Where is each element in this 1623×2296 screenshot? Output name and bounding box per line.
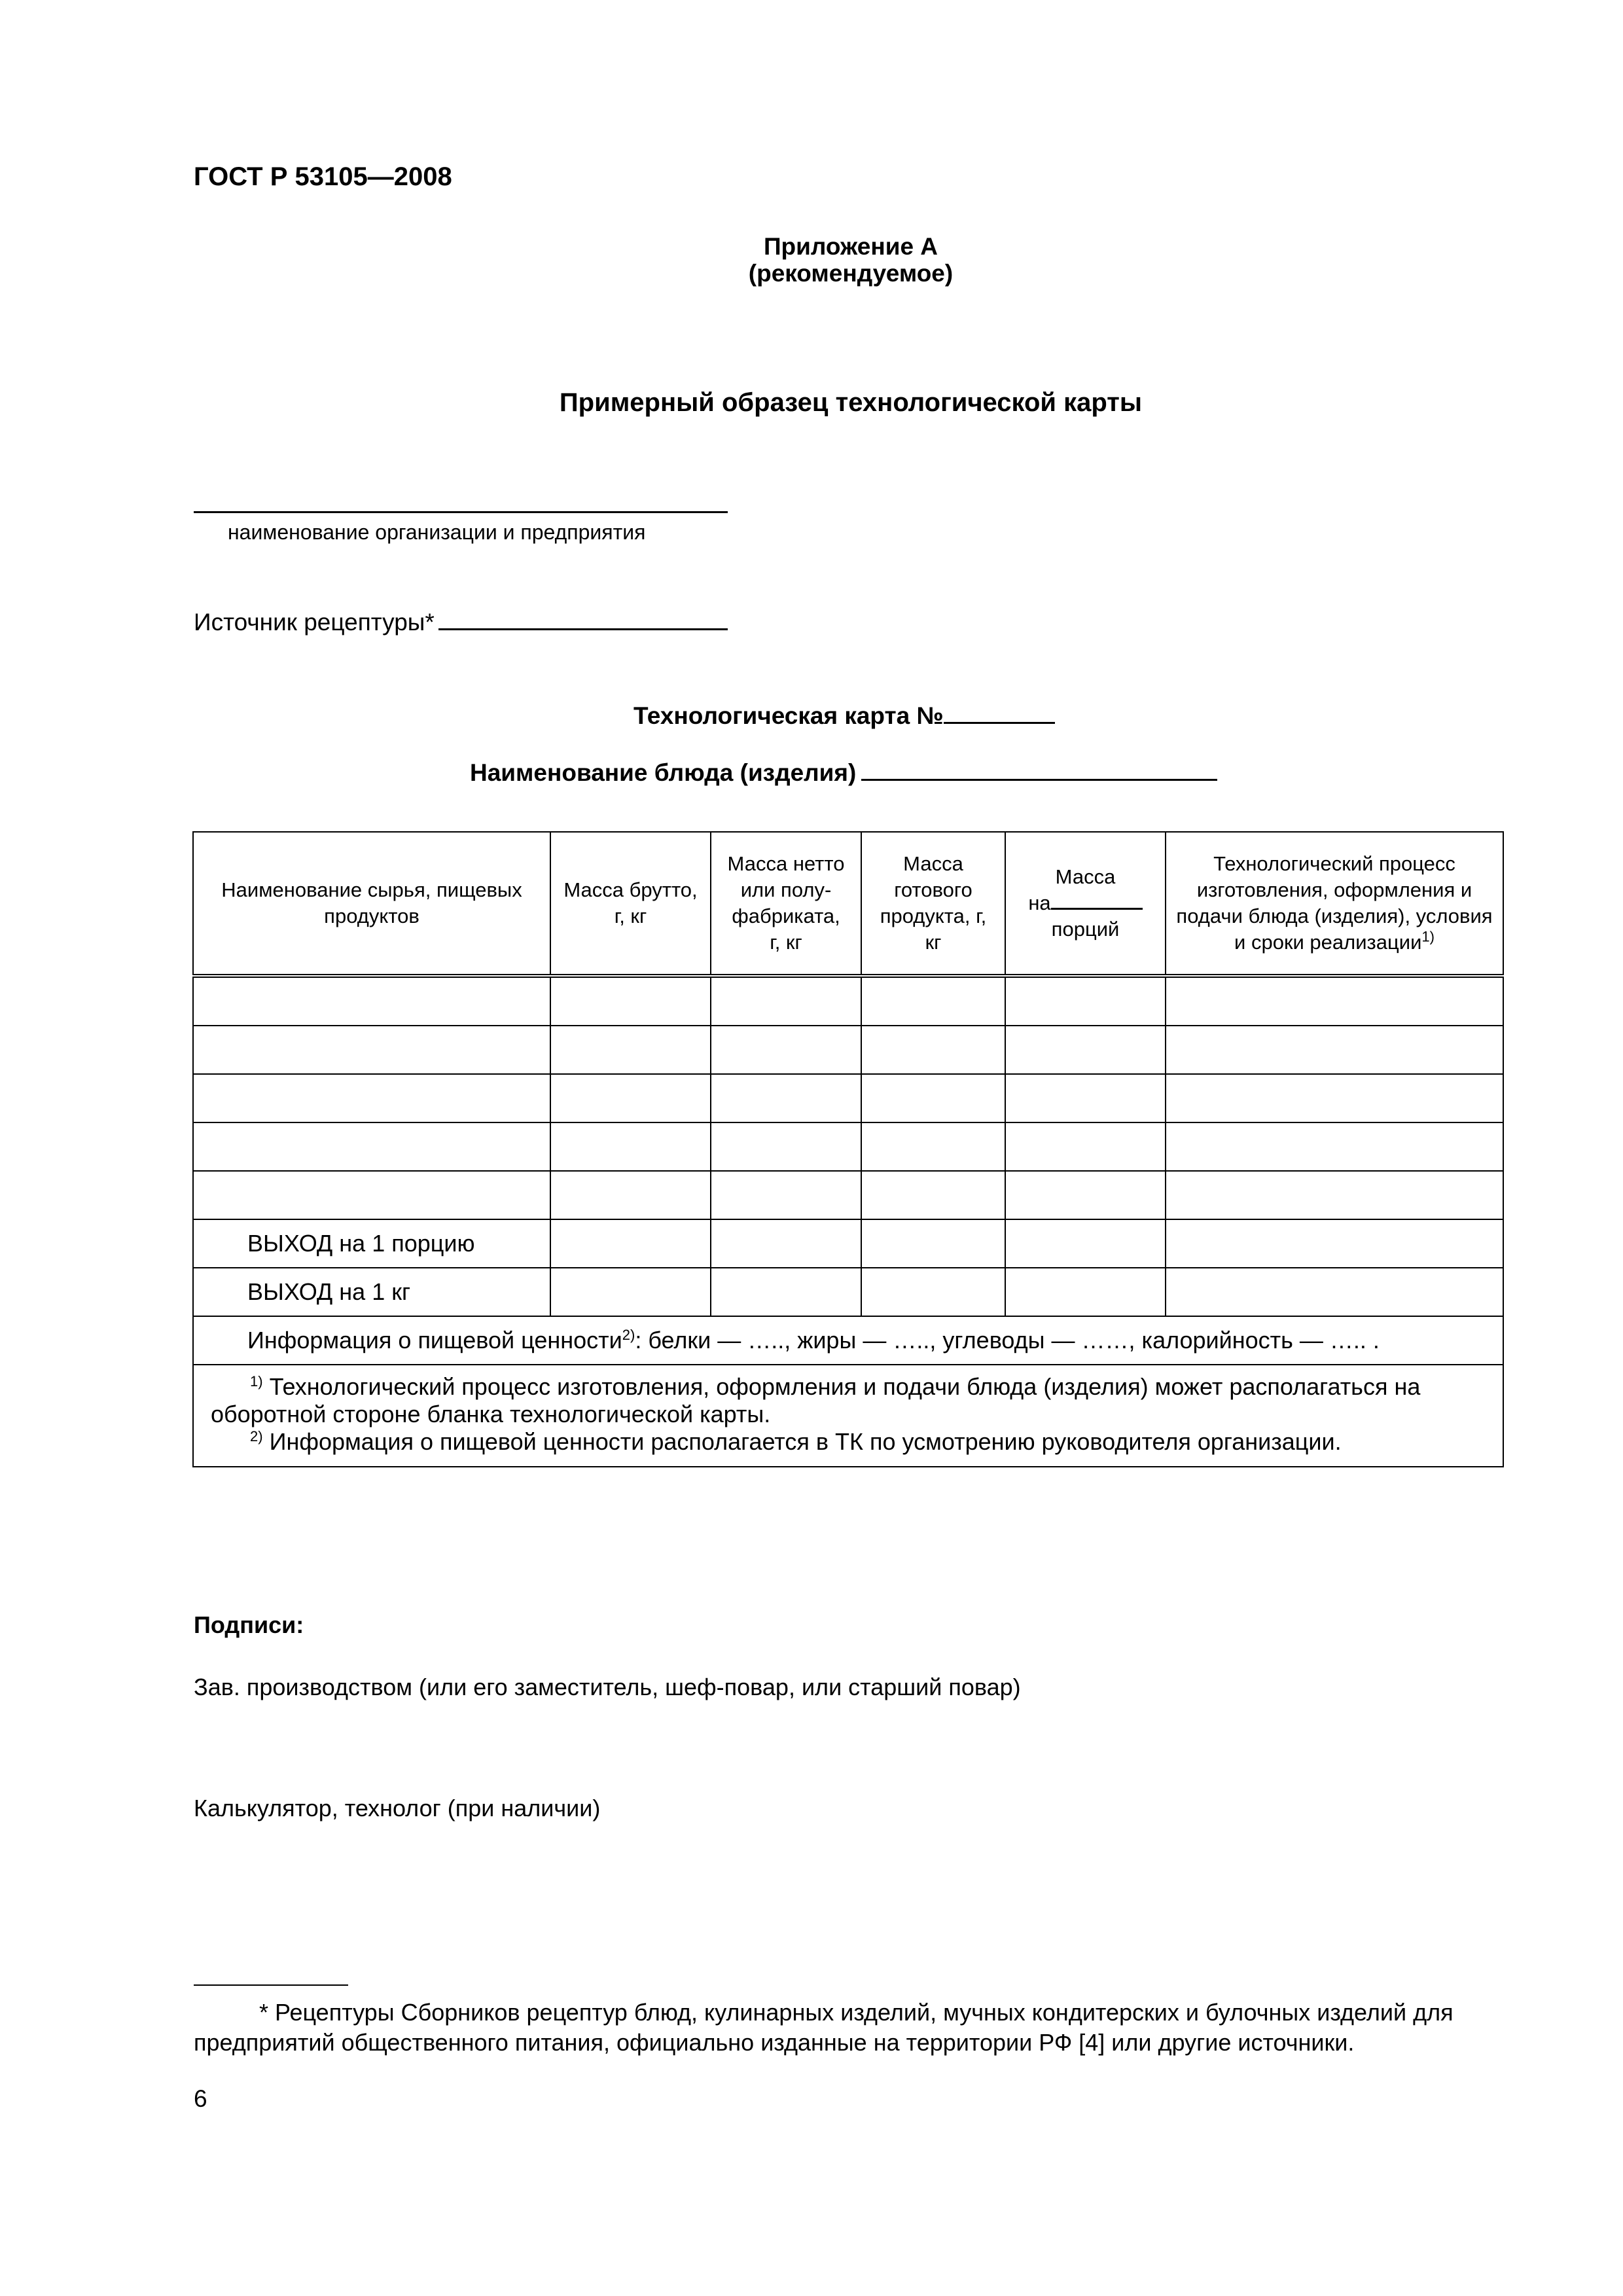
table-cell[interactable] — [1166, 1268, 1503, 1316]
table-cell[interactable] — [193, 976, 550, 1026]
organization-caption: наименование организации и предприятия — [228, 520, 646, 544]
col-header-process: Технологический процесс изготовления, оформления и подачи блюда (изделия), условия и сроки реализации$^{1)}$ — [1166, 832, 1503, 976]
card-number — [633, 701, 1055, 730]
table-cell[interactable] — [711, 1074, 861, 1122]
organization-name-line — [194, 511, 728, 513]
annex-title: Приложение А — [763, 233, 938, 260]
yield-per-kg-row — [193, 1268, 1503, 1316]
table-row — [193, 1074, 1503, 1122]
table-row — [193, 1171, 1503, 1219]
table-notes — [193, 1365, 1503, 1467]
dish-name-fill-line — [861, 758, 1217, 781]
yield-per-portion-label: ВЫХОД на 1 порцию — [193, 1219, 550, 1268]
annex-status: (рекомендуемое) — [748, 260, 954, 287]
table-cell[interactable] — [861, 976, 1005, 1026]
table-cell[interactable] — [550, 1026, 711, 1074]
dish-name — [470, 758, 1217, 787]
table-cell[interactable] — [550, 1219, 711, 1268]
table-cell[interactable] — [1005, 976, 1166, 1026]
table-cell[interactable] — [1166, 1171, 1503, 1219]
table-cell[interactable] — [550, 1074, 711, 1122]
table-cell[interactable] — [711, 1171, 861, 1219]
col-header-net-mass: Масса нетто или полу-фабриката, г, кг — [711, 832, 861, 976]
col-header-gross-mass: Масса брутто, г, кг — [550, 832, 711, 976]
table-cell[interactable] — [1005, 1122, 1166, 1171]
table-cell[interactable] — [193, 1074, 550, 1122]
col-header-ingredients: Наименование сырья, пищевых продуктов — [193, 832, 550, 976]
table-cell[interactable] — [1166, 1074, 1503, 1122]
signature-calculator: Калькулятор, технолог (при наличии) — [194, 1795, 601, 1821]
table-cell[interactable] — [1005, 1219, 1166, 1268]
table-cell[interactable] — [711, 1122, 861, 1171]
yield-per-kg-label: ВЫХОД на 1 кг — [193, 1268, 550, 1316]
signatures-title: Подписи: — [194, 1611, 304, 1638]
table-cell[interactable] — [193, 1122, 550, 1171]
nutrition-info-row — [193, 1316, 1503, 1365]
dish-name-label: Наименование блюда (изделия) — [470, 759, 857, 786]
table-cell[interactable] — [711, 1268, 861, 1316]
table-cell[interactable] — [1005, 1268, 1166, 1316]
table-cell[interactable] — [861, 1074, 1005, 1122]
table-cell[interactable] — [711, 1219, 861, 1268]
table-cell[interactable] — [861, 1122, 1005, 1171]
table-cell[interactable] — [1166, 976, 1503, 1026]
table-cell[interactable] — [861, 1026, 1005, 1074]
table-cell[interactable] — [193, 1171, 550, 1219]
document-title: Примерный образец технологической карты — [559, 388, 1143, 417]
recipe-source-label: Источник рецептуры* — [194, 609, 435, 636]
footnote: * Рецептуры Сборников рецептур блюд, кулинарных изделий, мучных кондитерских и булочных изделий для предприятий общественного питания, официально изданные на территории РФ [4] или другие источники. — [194, 1999, 1454, 2056]
table-cell[interactable] — [861, 1268, 1005, 1316]
tech-card-table — [192, 831, 1504, 1467]
yield-per-portion-row — [193, 1219, 1503, 1268]
table-cell[interactable] — [711, 1026, 861, 1074]
table-cell[interactable] — [550, 1268, 711, 1316]
table-cell[interactable] — [1005, 1026, 1166, 1074]
page-number: 6 — [194, 2085, 207, 2112]
table-cell[interactable] — [550, 976, 711, 1026]
footnote-separator — [194, 1984, 348, 1986]
table-cell[interactable] — [1005, 1074, 1166, 1122]
table-row — [193, 1122, 1503, 1171]
standard-number: ГОСТ Р 53105—2008 — [194, 162, 452, 191]
recipe-source — [194, 607, 728, 636]
table-cell[interactable] — [711, 976, 861, 1026]
table-cell[interactable] — [1166, 1026, 1503, 1074]
signature-production-head: Зав. производством (или его заместитель, шеф-повар, или старший повар) — [194, 1674, 1021, 1700]
table-cell[interactable] — [193, 1026, 550, 1074]
table-row — [193, 1026, 1503, 1074]
table-row — [193, 976, 1503, 1026]
table-cell[interactable] — [1166, 1122, 1503, 1171]
table-cell[interactable] — [861, 1171, 1005, 1219]
portions-fill-line — [1051, 892, 1143, 910]
recipe-source-fill-line — [438, 607, 728, 630]
table-cell[interactable] — [861, 1219, 1005, 1268]
table-cell[interactable] — [1005, 1171, 1166, 1219]
table-note-1: $^{1)}$ Технологический процесс изготовления, оформления и подачи блюда (изделия) может располагаться на оборотной стороне бланка технологической карты. — [211, 1373, 1421, 1427]
card-number-fill-line — [944, 701, 1055, 724]
table-cell[interactable] — [550, 1171, 711, 1219]
card-number-label: Технологическая карта № — [633, 702, 944, 729]
col-header-finished-mass: Масса готового продукта, г, кг — [861, 832, 1005, 976]
table-cell[interactable] — [550, 1122, 711, 1171]
table-note-2: $^{2)}$ Информация о пищевой ценности располагается в ТК по усмотрению руководителя организации. — [250, 1428, 1342, 1455]
table-cell[interactable] — [1166, 1219, 1503, 1268]
table-header-row — [193, 832, 1503, 976]
table-notes-row — [193, 1365, 1503, 1467]
nutrition-info: Информация о пищевой ценности$^{2)}$: белки — ….., жиры — ….., углеводы — ……, калорийность — ….. . — [193, 1316, 1503, 1365]
col-header-mass-per-portions: Масса на порций — [1005, 832, 1166, 976]
